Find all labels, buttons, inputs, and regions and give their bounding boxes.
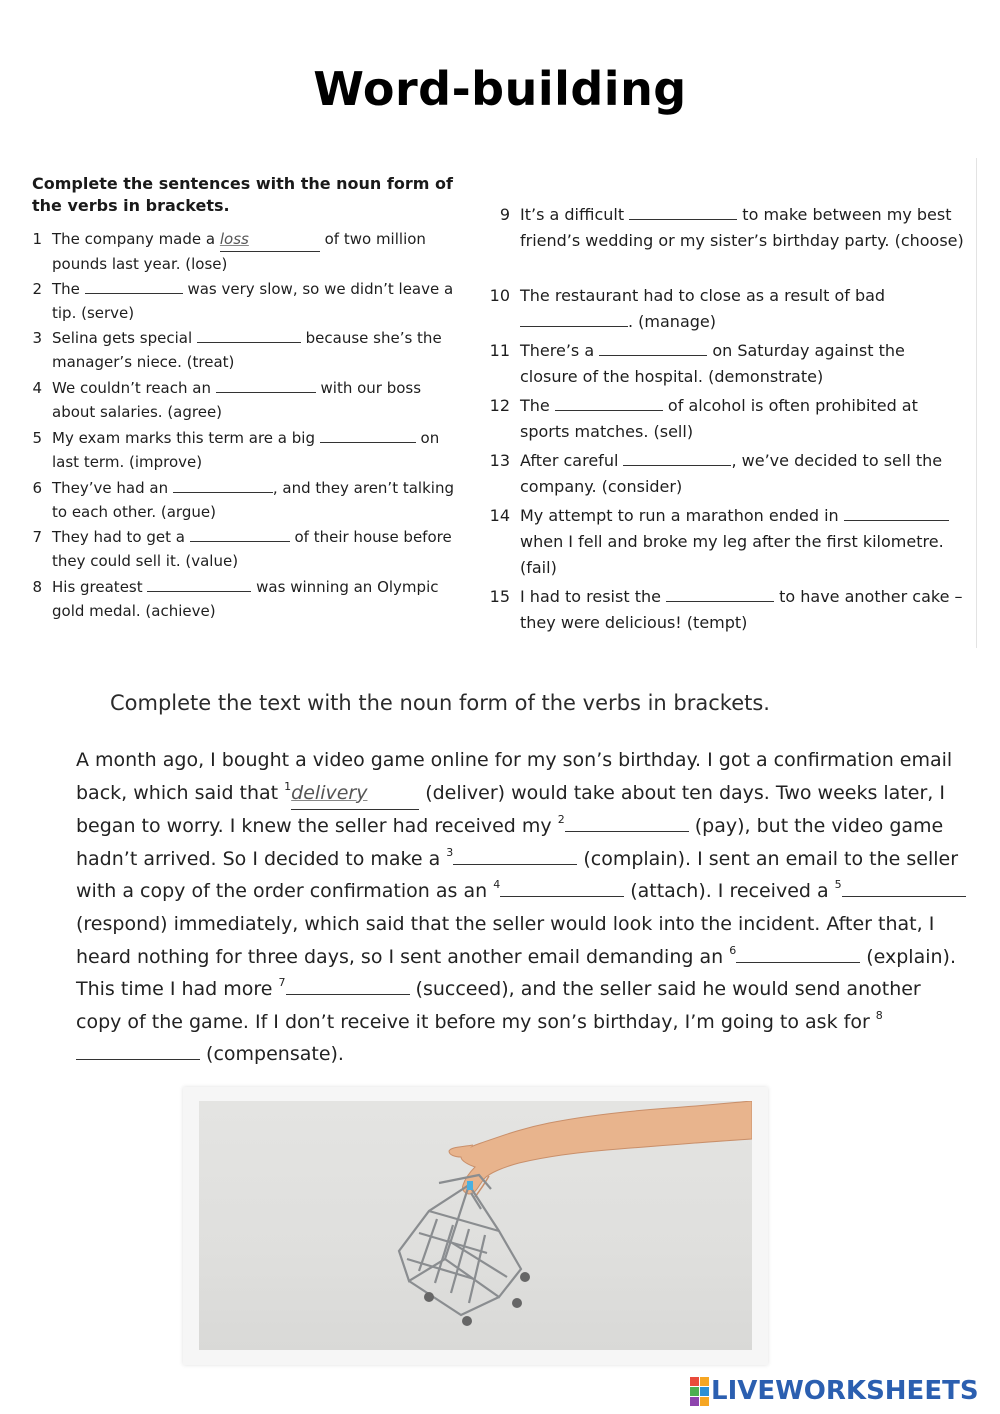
item-text: My attempt to run a marathon ended in xyxy=(520,506,844,525)
logo-square xyxy=(690,1377,699,1386)
logo-square xyxy=(700,1377,709,1386)
item-number: 10 xyxy=(489,286,510,305)
gap-number: 5 xyxy=(834,878,842,892)
exercise1-instruction: Complete the sentences with the noun form of the verbs in brackets. xyxy=(32,174,453,215)
passage-text: (explain). This time I had more xyxy=(76,945,956,1001)
exercise1-item-2 xyxy=(32,277,467,325)
item-number: 4 xyxy=(32,379,42,397)
exercise1-item-6 xyxy=(32,476,467,524)
passage-text: (attach). I received a xyxy=(624,880,835,903)
passage-blank-8[interactable] xyxy=(76,1042,200,1060)
item-text: The xyxy=(52,280,85,298)
item-text: was very slow, so we didn’t leave a tip. (serve) xyxy=(52,280,454,322)
item-text: His greatest xyxy=(52,578,148,596)
item-number: 5 xyxy=(32,429,42,447)
exercise2-instruction: Complete the text with the noun form of the verbs in brackets. xyxy=(110,691,770,715)
passage-text: (complain). I sent an email to the seller with a copy of the order confirmation as an xyxy=(76,847,959,903)
item-text: with our boss about salaries. (agree) xyxy=(52,379,422,421)
item-text: on Saturday against the closure of the hospital. (demonstrate) xyxy=(520,341,905,386)
exercise1-item-15 xyxy=(489,584,965,636)
passage-blank-4[interactable] xyxy=(500,879,624,897)
shopping-cart-photo xyxy=(199,1101,752,1350)
answer-blank-6[interactable] xyxy=(173,477,273,493)
hand-holding-cart-icon xyxy=(199,1101,752,1350)
logo-square xyxy=(700,1387,709,1396)
item-text: The xyxy=(520,396,555,415)
item-number: 12 xyxy=(489,396,510,415)
answer-blank-11[interactable] xyxy=(599,340,707,356)
answer-blank-3[interactable] xyxy=(197,327,301,343)
exercise1-item-3 xyxy=(32,326,467,374)
exercise1-item-10 xyxy=(489,283,900,335)
exercise1-item-7 xyxy=(32,525,467,573)
answer-blank-15[interactable] xyxy=(666,586,774,602)
answer-blank-13[interactable] xyxy=(623,450,731,466)
gap-number: 2 xyxy=(557,813,565,827)
item-text: of their house before they could sell it. (value) xyxy=(52,528,452,570)
exercise1-item-8 xyxy=(32,575,467,623)
exercise1-item-11 xyxy=(489,338,965,390)
gap-number: 8 xyxy=(875,1008,883,1022)
passage-blank-1[interactable]: delivery xyxy=(291,777,419,811)
passage-text: (compensate). xyxy=(200,1043,344,1066)
item-text: After careful xyxy=(520,451,624,470)
answer-blank-7[interactable] xyxy=(190,526,290,542)
item-text: I had to resist the xyxy=(520,587,667,606)
answer-blank-10[interactable] xyxy=(520,311,628,327)
item-text: , and they aren’t talking to each other. (argue) xyxy=(52,479,454,521)
page-title: Word-building xyxy=(313,62,687,116)
item-number: 13 xyxy=(489,451,510,470)
passage-blank-5[interactable] xyxy=(842,879,966,897)
item-text: to have another cake – they were delicious! (tempt) xyxy=(520,587,963,632)
brand-name: LIVEWORKSHEETS xyxy=(711,1376,979,1406)
item-text: of two million pounds last year. (lose) xyxy=(52,230,426,273)
item-text: on last term. (improve) xyxy=(52,429,440,471)
answer-blank-8[interactable] xyxy=(147,576,251,592)
item-text: , we’ve decided to sell the company. (consider) xyxy=(520,451,943,496)
item-number: 6 xyxy=(32,479,42,497)
answer-blank-2[interactable] xyxy=(85,278,183,294)
passage-text: (succeed), and the seller said he would send another copy of the game. If I don’t receive it before my son’s birthday, I’m going to ask for xyxy=(76,978,921,1033)
item-number: 8 xyxy=(32,578,42,596)
gap-number: 1 xyxy=(284,779,292,793)
item-number: 15 xyxy=(489,587,510,606)
liveworksheets-logo[interactable] xyxy=(690,1371,979,1411)
answer-blank-12[interactable] xyxy=(555,395,663,411)
exercise1-item-5 xyxy=(32,426,467,474)
gap-number: 4 xyxy=(493,878,501,892)
item-text: We couldn’t reach an xyxy=(52,379,216,397)
photo-frame xyxy=(183,1087,768,1365)
item-number: 11 xyxy=(489,341,510,360)
item-number: 14 xyxy=(489,506,510,525)
item-number: 7 xyxy=(32,528,42,546)
item-text: Selina gets special xyxy=(52,329,197,347)
gap-number: 6 xyxy=(729,943,737,957)
logo-square xyxy=(690,1387,699,1396)
passage-text: A month ago, I bought a video game online for my son’s birthday. I got a confirmation email back, which said that xyxy=(76,749,953,804)
item-text: was winning an Olympic gold medal. (achieve) xyxy=(52,578,439,620)
exercise1-item-1 xyxy=(32,227,467,276)
item-text: There’s a xyxy=(520,341,600,360)
item-number: 2 xyxy=(32,280,42,298)
passage-text: (respond) immediately, which said that the seller would look into the incident. After that, I heard nothing for three days, so I sent another email demanding an xyxy=(76,912,935,968)
item-text: The restaurant had to close as a result of bad xyxy=(520,286,886,305)
item-text: It’s a difficult xyxy=(520,205,630,224)
passage-blank-2[interactable] xyxy=(565,814,689,832)
answer-blank-14[interactable] xyxy=(844,505,949,521)
item-number: 9 xyxy=(499,205,510,224)
exercise2-passage xyxy=(76,744,971,1071)
passage-blank-6[interactable] xyxy=(736,945,860,963)
item-text: They’ve had an xyxy=(52,479,173,497)
item-text: The company made a xyxy=(52,230,220,248)
item-text: of alcohol is often prohibited at sports matches. (sell) xyxy=(520,396,918,441)
logo-square xyxy=(700,1397,709,1406)
item-text: when I fell and broke my leg after the first kilometre. (fail) xyxy=(520,532,944,577)
item-text: They had to get a xyxy=(52,528,190,546)
logo-square xyxy=(690,1397,699,1406)
item-text: because she’s the manager’s niece. (treat) xyxy=(52,329,442,371)
exercise1-item-14 xyxy=(489,503,975,581)
passage-text: (pay), but the video game hadn’t arrived. So I decided to make a xyxy=(76,815,944,870)
item-number: 1 xyxy=(32,230,42,248)
page-edge-divider xyxy=(976,158,977,648)
gap-number: 3 xyxy=(446,845,454,859)
answer-blank-1[interactable]: loss xyxy=(220,227,320,252)
answer-blank-9[interactable] xyxy=(629,204,737,220)
logo-grid-icon xyxy=(690,1377,708,1405)
item-text: . (manage) xyxy=(628,312,716,331)
item-text: My exam marks this term are a big xyxy=(52,429,320,447)
passage-text: (deliver) would take about ten days. Two weeks later, I began to worry. I knew the seller had received my xyxy=(76,781,945,838)
exercise1-item-9 xyxy=(499,202,965,254)
gap-number: 7 xyxy=(278,976,286,990)
answer-blank-5[interactable] xyxy=(320,427,416,443)
answer-blank-4[interactable] xyxy=(216,377,316,393)
exercise1-item-12 xyxy=(489,393,965,445)
item-number: 3 xyxy=(32,329,42,347)
exercise1-item-4 xyxy=(32,376,467,424)
passage-blank-3[interactable] xyxy=(453,847,577,865)
item-text: to make between my best friend’s wedding or my sister’s birthday party. (choose) xyxy=(520,205,964,250)
exercise1-item-13 xyxy=(489,448,970,500)
passage-blank-7[interactable] xyxy=(286,977,410,995)
